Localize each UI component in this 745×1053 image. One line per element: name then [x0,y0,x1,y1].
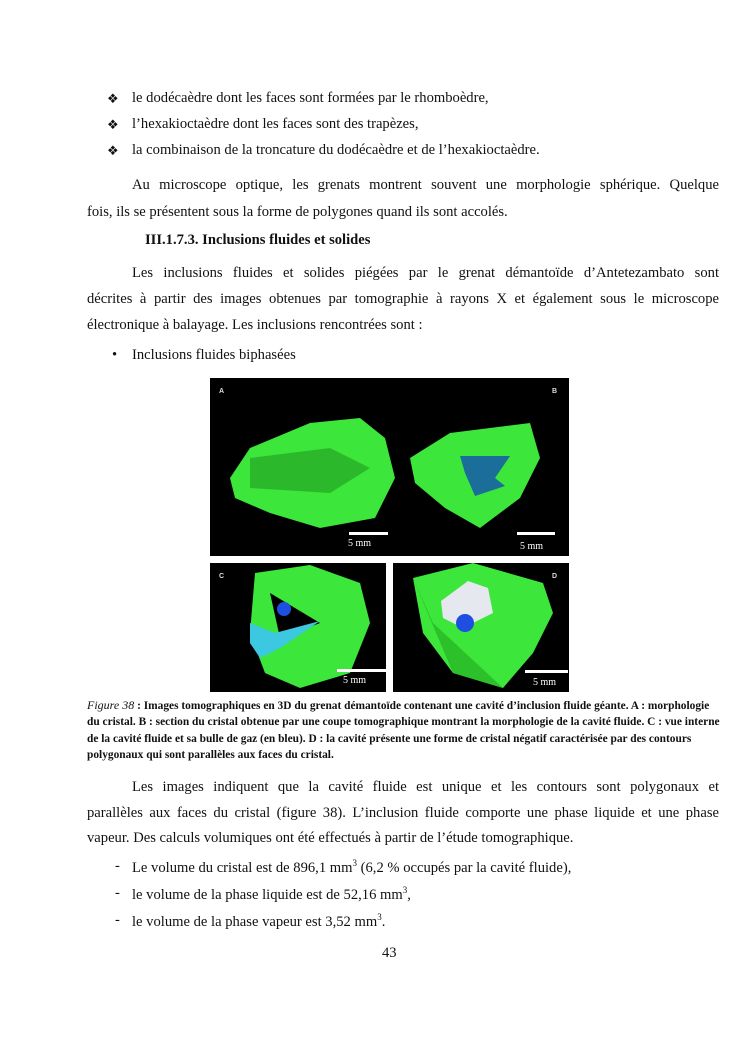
list-item: la combinaison de la troncature du dodécaèdre et de l’hexakioctaèdre. [132,142,540,158]
paragraph-line: vapeur. Des calculs volumiques ont été effectués à partir de l’étude tomographique. [87,830,574,846]
paragraph-line: Les inclusions fluides et solides piégées par le grenat démantoïde d’Antetezambato sont [132,265,719,281]
panel-d [393,563,569,692]
dash-bullet: - [115,912,120,928]
bullet-icon: • [112,347,118,363]
panel-label: D [551,573,557,580]
item-text: le volume de la phase vapeur est 3,52 mm [132,913,378,930]
panel-c [210,563,386,692]
diamond-bullet-icon: ❖ [107,143,119,158]
scale-bar [517,532,555,535]
paragraph-line: électronique à balayage. Les inclusions rencontrées sont : [87,317,423,333]
diamond-bullet-icon: ❖ [107,91,119,106]
paragraph-line: décrites à partir des images obtenues par tomographie à rayons X et également sous le microscope [87,291,719,307]
crystal-image-c [210,563,386,692]
list-item: l’hexakioctaèdre dont les faces sont des trapèzes, [132,116,419,132]
list-item [132,912,385,931]
paragraph-line: parallèles aux faces du cristal (figure 38). L’inclusion fluide comporte une phase liquide et une phase [87,805,719,821]
scale-label: 5 mm [520,541,544,552]
scale-label: 5 mm [348,538,372,549]
scale-bar [525,670,568,673]
figure-caption [87,697,722,763]
superscript: 3 [402,885,408,895]
list-item [132,885,411,904]
paragraph-line: fois, ils se présentent sous la forme de polygones quand ils sont accolés. [87,204,508,220]
figure-38 [210,378,569,692]
panel-label: C [219,573,225,580]
list-item [132,858,571,877]
item-text: (6,2 % occupés par la cavité fluide), [356,859,572,876]
item-text: . [381,913,386,930]
caption-text: : Images tomographiques en 3D du grenat démantoïde contenant une cavité d’inclusion fluide géante. A : morphologie du cristal. B : section du cristal obtenue par une coupe tomographique montrant la morphologie de la cavité fluide. C : vue interne de la cavité fluide et sa bulle de gaz (en bleu). D : la cavité présente une forme de cristal négatif caractérisée par des contours polygonaux qui sont parallèles aux faces du cristal. [87,700,720,761]
superscript: 3 [377,912,382,922]
superscript: 3 [352,858,357,868]
item-text: le volume de la phase liquide est de 52,16 mm [132,886,403,903]
page-number: 43 [382,945,397,961]
scale-label: 5 mm [343,675,367,686]
paragraph-line: Les images indiquent que la cavité fluide est unique et les contours sont polygonaux et [132,779,719,795]
dash-bullet: - [115,885,120,901]
figure-label: Figure 38 [87,698,135,712]
scale-label: 5 mm [533,677,557,688]
scale-bar [349,532,388,535]
list-item: Inclusions fluides biphasées [132,347,296,363]
scale-bar [337,669,386,672]
panel-a-b [210,378,569,556]
panel-label: A [219,388,225,395]
diamond-bullet-icon: ❖ [107,117,119,132]
crystal-image-ab [210,378,569,556]
section-heading: III.1.7.3. Inclusions fluides et solides [145,232,371,248]
item-text: Le volume du cristal est de 896,1 mm [132,859,353,876]
dash-bullet: - [115,858,120,874]
paragraph-line: Au microscope optique, les grenats montrent souvent une morphologie sphérique. Quelque [132,177,719,193]
list-item: le dodécaèdre dont les faces sont formées par le rhomboèdre, [132,90,489,106]
item-text: , [407,886,411,903]
panel-label: B [551,388,557,395]
